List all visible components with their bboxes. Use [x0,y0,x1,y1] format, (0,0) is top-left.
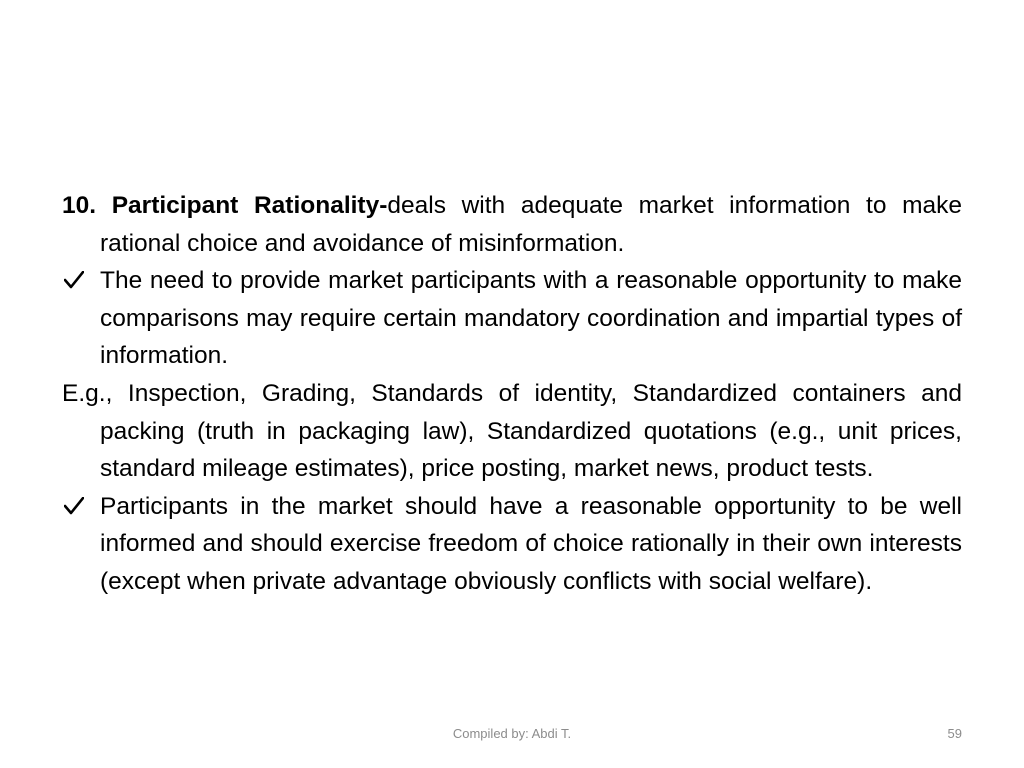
checkmark-icon [62,262,88,300]
bullet-1-text: The need to provide market participants with a reasonable opportunity to make comparisons may require certain mandatory coordination and impartial types of information. [100,267,962,370]
heading-term: Participant Rationality- [111,192,388,219]
footer-credit: Compiled by: Abdi T. [452,726,572,741]
example-text: E.g., Inspection, Grading, Standards of identity, Standardized containers and packing (truth in packaging law), Standardized quotations (e.g., unit prices, standard mileage estimates), price posting, market news, product tests. [62,379,962,483]
heading-paragraph [62,187,962,262]
bullet-2-text: Participants in the market should have a reasonable opportunity to be well informed and should exercise freedom of choice rationally in their own interests (except when private advantage obviously conflicts with social welfare). [100,492,962,595]
bullet-item-2 [62,488,962,601]
bullet-item-1 [62,262,962,375]
slide-body [62,187,962,601]
heading-number: 10. [62,192,97,219]
example-paragraph [62,375,962,488]
heading-text: deals with adequate market information to make rational choice and avoidance of misinformation. [100,192,962,257]
page-number: 59 [947,726,962,741]
checkmark-icon [62,488,88,526]
